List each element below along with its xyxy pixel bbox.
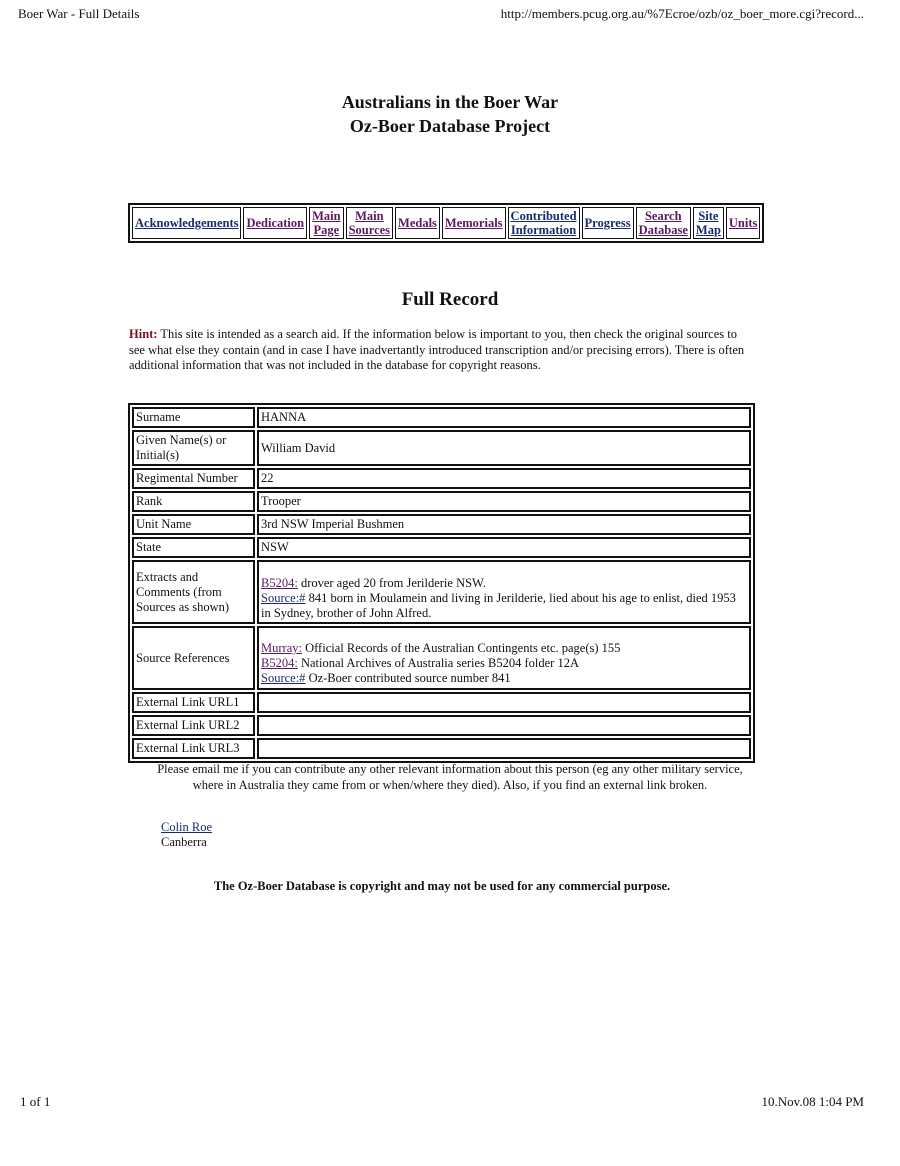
record-row-unit-name <box>132 514 751 535</box>
contact-note-line2: where in Australia they came from or when/where they died). Also, if you find an external link broken. <box>192 778 708 792</box>
nav-link-medals[interactable] <box>398 216 437 230</box>
nav-link-label: Page <box>313 223 340 237</box>
print-url: http://members.pcug.org.au/%7Ecroe/ozb/oz_boer_more.cgi?record... <box>500 6 864 21</box>
record-label: Rank <box>132 491 255 512</box>
record-label: Extracts and Comments (from Sources as shown) <box>132 560 255 624</box>
reference-line <box>261 671 747 686</box>
nav-cell <box>636 207 691 239</box>
nav-cell <box>309 207 343 239</box>
nav-cell <box>132 207 241 239</box>
reference-text: Official Records of the Australian Contingents etc. page(s) 155 <box>301 641 621 655</box>
nav-link-units[interactable] <box>729 216 757 230</box>
author-signature <box>161 820 212 850</box>
nav-link-label: Information <box>510 223 577 237</box>
nav-cell <box>726 207 760 239</box>
nav-link-memorials[interactable] <box>445 216 503 230</box>
record-value-rank: Trooper <box>257 491 751 512</box>
copyright-notice: The Oz-Boer Database is copyright and may not be used for any commercial purpose. <box>213 879 671 893</box>
source-link-b5204[interactable]: B5204: <box>261 656 298 670</box>
nav-cell <box>243 207 307 239</box>
nav-link-label: Main <box>312 209 341 223</box>
nav-link-progress[interactable] <box>585 216 631 230</box>
nav-cell <box>582 207 634 239</box>
nav-link-label: Medals <box>398 216 437 230</box>
nav-cell <box>508 207 580 239</box>
nav-link-label: Sources <box>348 223 391 237</box>
nav-link-label: Database <box>638 223 688 237</box>
site-title <box>0 90 900 138</box>
nav-cell <box>693 207 724 239</box>
nav-link-label: Search <box>644 209 682 223</box>
record-value-unit-name: 3rd NSW Imperial Bushmen <box>257 514 751 535</box>
record-value-source-references <box>257 626 751 690</box>
nav-link-label: Units <box>728 216 758 230</box>
record-label: Source References <box>132 626 255 690</box>
nav-link-label: Progress <box>584 216 631 230</box>
record-row-external-link-3 <box>132 738 751 759</box>
record-value-regimental-number: 22 <box>257 468 751 489</box>
reference-text: Oz-Boer contributed source number 841 <box>305 671 511 685</box>
record-label: External Link URL3 <box>132 738 255 759</box>
record-value-external-link-3[interactable] <box>257 738 751 759</box>
nav-link-main-sources[interactable] <box>349 209 390 237</box>
nav-link-dedication[interactable] <box>246 216 304 230</box>
source-link-contributed[interactable]: Source:# <box>261 591 306 605</box>
author-email-link[interactable]: Colin Roe <box>161 820 213 834</box>
record-label: Surname <box>132 407 255 428</box>
contact-note-line1: Please email me if you can contribute any other relevant information about this person (eg any other military service, <box>157 762 743 776</box>
record-row-extracts <box>132 560 751 624</box>
hint-paragraph <box>129 327 754 374</box>
record-row-surname <box>132 407 751 428</box>
record-row-state <box>132 537 751 558</box>
record-table <box>128 403 755 763</box>
extract-text: drover aged 20 from Jerilderie NSW. <box>297 576 486 590</box>
nav-link-search-database[interactable] <box>639 209 688 237</box>
nav-link-label: Main <box>355 209 384 223</box>
contact-note <box>0 761 900 793</box>
record-value-extracts <box>257 560 751 624</box>
hint-label: Hint: <box>129 327 158 341</box>
hint-text: This site is intended as a search aid. If the information below is important to you, then check the original sources to see what else they contain (and in case I have inadvertantly introduced transcription and/or precising errors). There is often additional information that was not included in the database for copyright reasons. <box>129 327 745 372</box>
record-label: Given Name(s) or Initial(s) <box>132 430 255 466</box>
nav-cell <box>395 207 440 239</box>
source-link-murray[interactable]: Murray: <box>261 641 302 655</box>
record-label: Unit Name <box>132 514 255 535</box>
site-title-line1: Australians in the Boer War <box>341 92 559 112</box>
site-title-line2: Oz-Boer Database Project <box>349 116 551 136</box>
print-timestamp: 10.Nov.08 1:04 PM <box>761 1094 864 1109</box>
nav-cell <box>346 207 393 239</box>
nav-link-contributed-information[interactable] <box>511 209 577 237</box>
record-row-external-link-2 <box>132 715 751 736</box>
extract-line <box>261 576 747 591</box>
record-label: External Link URL2 <box>132 715 255 736</box>
nav-link-main-page[interactable] <box>312 209 340 237</box>
record-value-given-names: William David <box>257 430 751 466</box>
extract-line <box>261 591 747 621</box>
nav-cell <box>442 207 506 239</box>
page-heading: Full Record <box>401 289 499 310</box>
reference-text: National Archives of Australia series B5204 folder 12A <box>297 656 580 670</box>
reference-line <box>261 641 747 656</box>
source-link-contributed[interactable]: Source:# <box>261 671 306 685</box>
nav-link-label: Site <box>698 209 719 223</box>
nav-link-label: Dedication <box>246 216 305 230</box>
reference-line <box>261 656 747 671</box>
author-location: Canberra <box>161 835 207 849</box>
print-page-title: Boer War - Full Details <box>18 6 140 21</box>
nav-link-acknowledgements[interactable] <box>135 216 238 230</box>
source-link-b5204[interactable]: B5204: <box>261 576 298 590</box>
record-label: State <box>132 537 255 558</box>
record-label: External Link URL1 <box>132 692 255 713</box>
record-value-state: NSW <box>257 537 751 558</box>
record-value-external-link-1[interactable] <box>257 692 751 713</box>
record-row-regimental-number <box>132 468 751 489</box>
print-page-count: 1 of 1 <box>20 1094 51 1109</box>
record-value-surname: HANNA <box>257 407 751 428</box>
nav-link-site-map[interactable] <box>696 209 721 237</box>
nav-link-label: Memorials <box>444 216 503 230</box>
record-value-external-link-2[interactable] <box>257 715 751 736</box>
nav-link-label: Acknowledgements <box>135 216 239 230</box>
extract-text: 841 born in Moulamein and living in Jerilderie, lied about his age to enlist, died 1953 in Sydney, brother of John Alfred. <box>261 591 736 620</box>
record-row-rank <box>132 491 751 512</box>
record-row-source-references <box>132 626 751 690</box>
nav-bar <box>128 203 764 243</box>
nav-link-label: Map <box>695 223 721 237</box>
nav-link-label: Contributed <box>510 209 577 223</box>
record-row-given-names <box>132 430 751 466</box>
record-row-external-link-1 <box>132 692 751 713</box>
record-label: Regimental Number <box>132 468 255 489</box>
